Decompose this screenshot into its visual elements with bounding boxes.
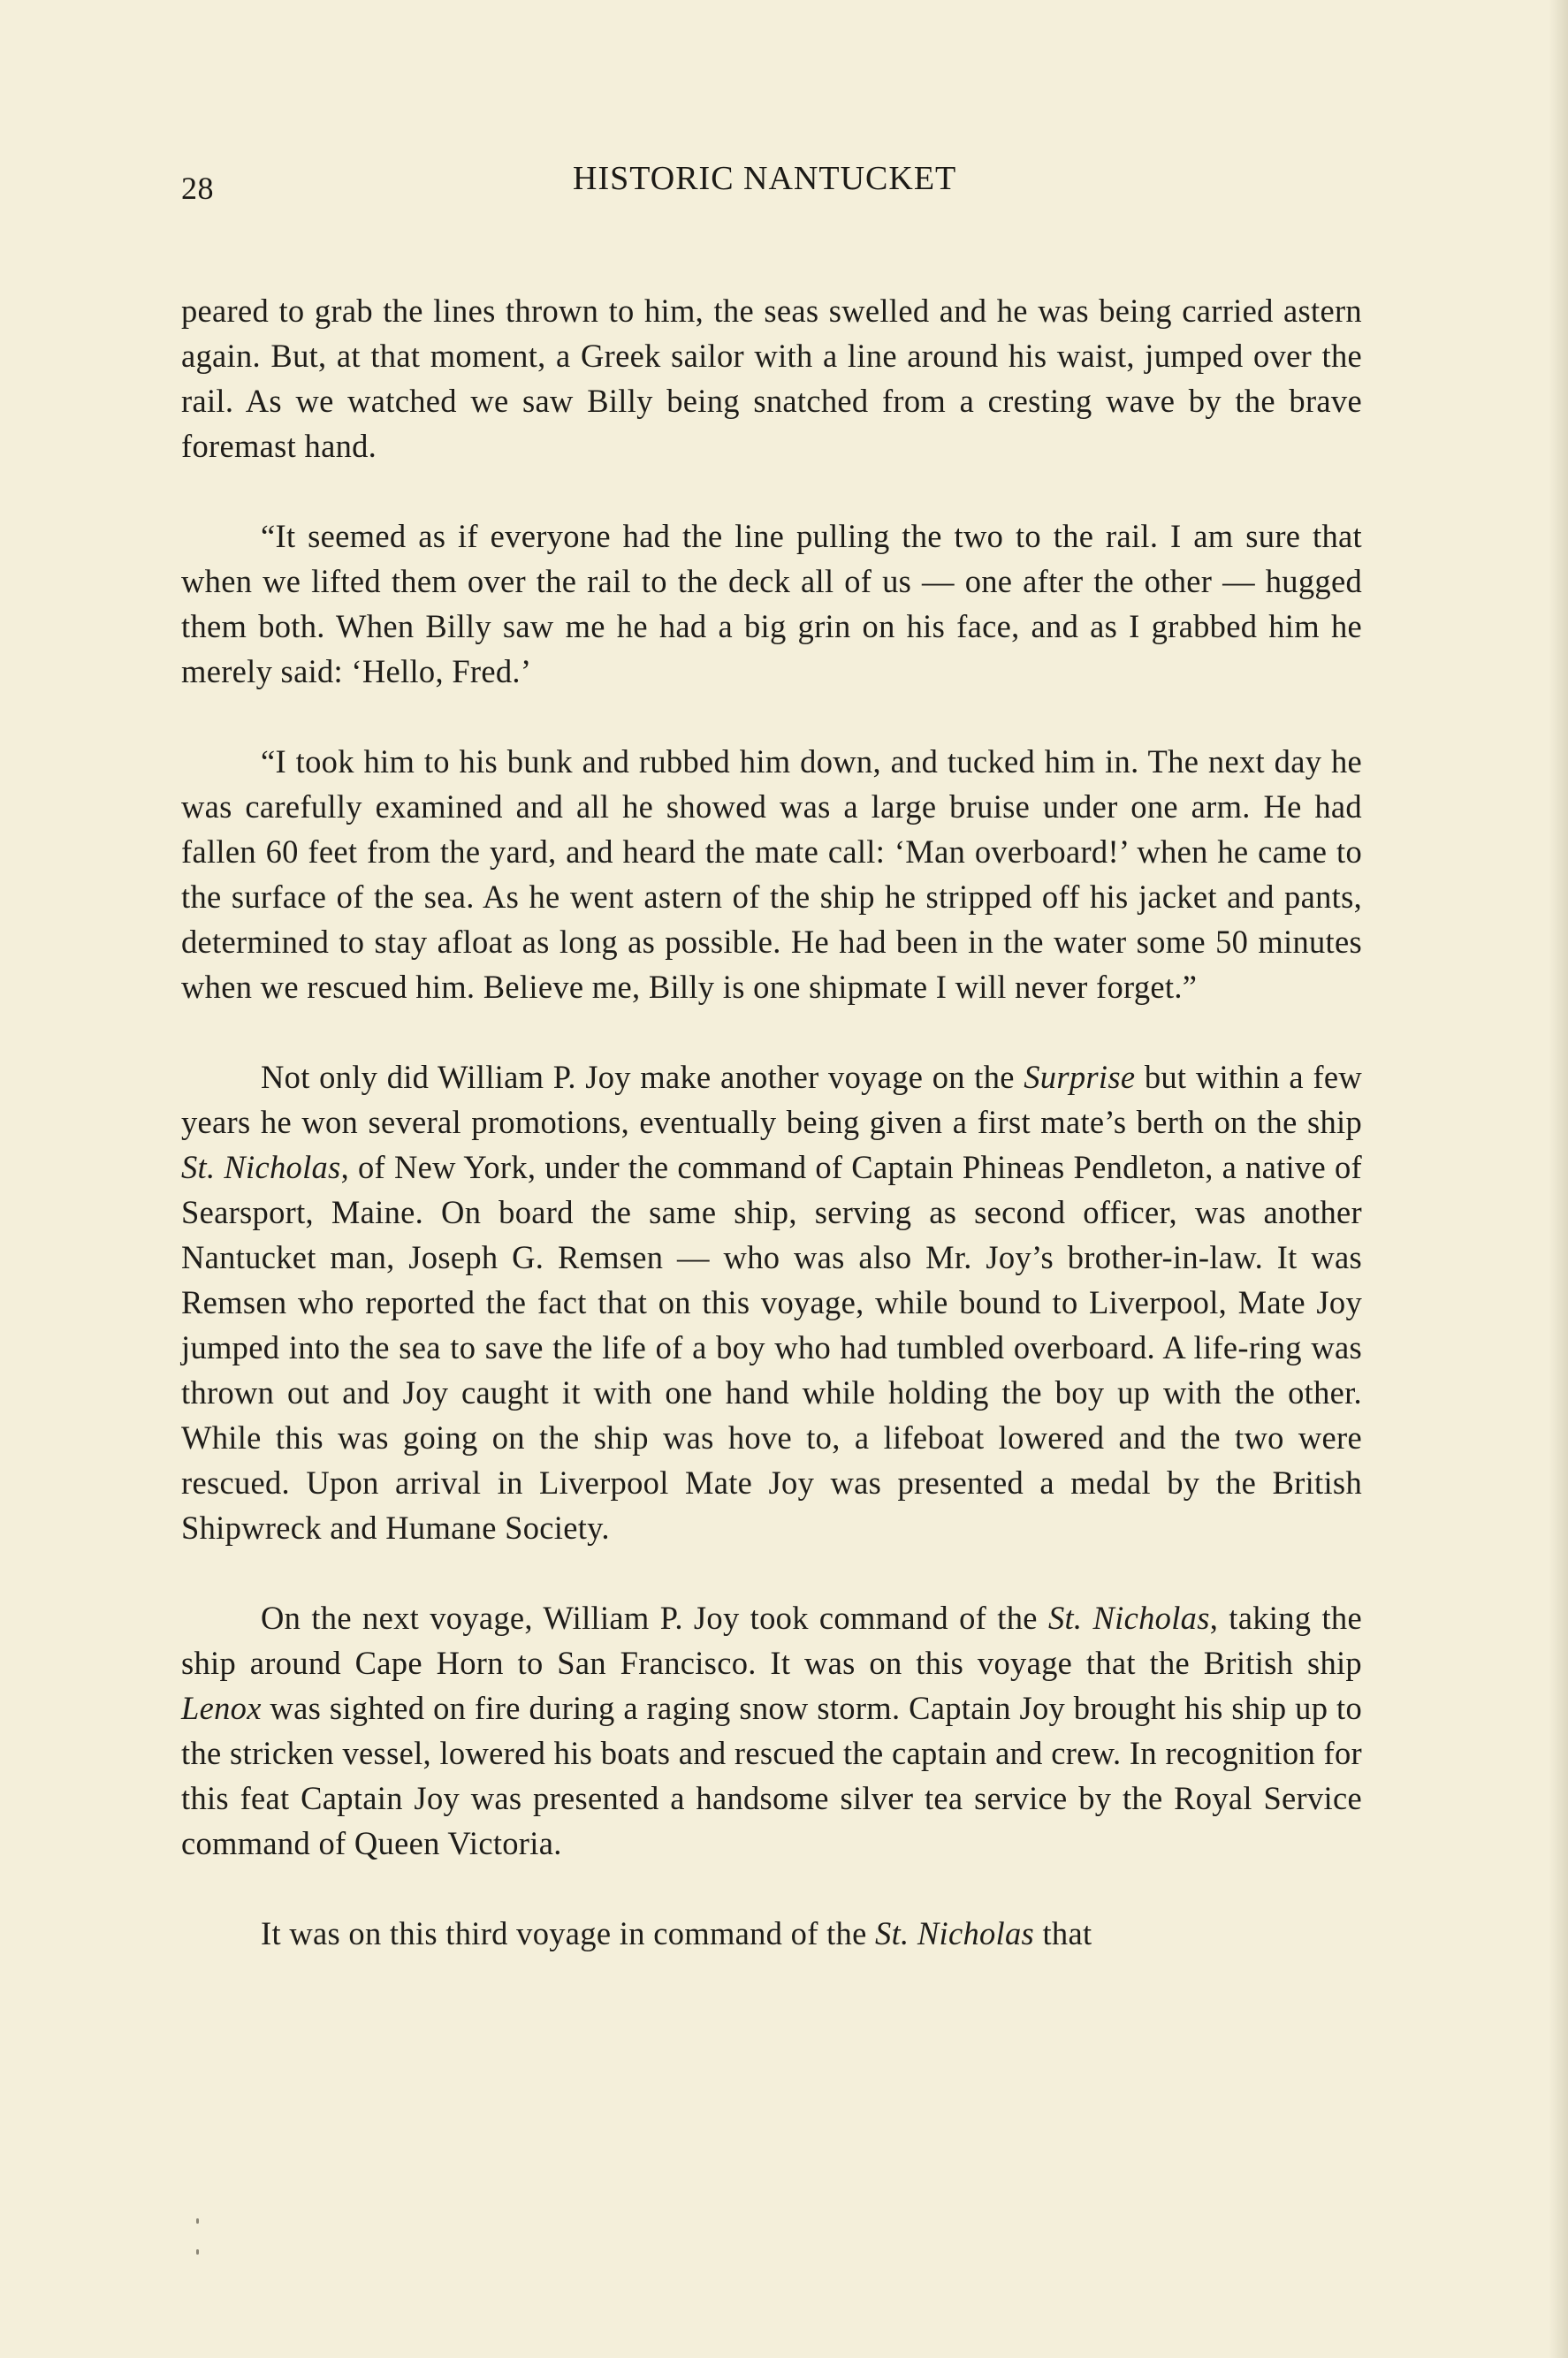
text-run: but within a few years he won several promotions, eventually being given a first mate’s berth on the ship	[181, 1059, 1362, 1140]
text-run: , of New York, under the command of Captain Phineas Pendleton, a native of Searsport, Maine. On board the same ship, serving as second officer, was another Nantucket man, Joseph G. Remsen — who was also Mr. Joy’s brother-in-law. It was Remsen who reported the fact that on this voyage, while bound to Liverpool, Mate Joy jumped into the sea to save the life of a boy who had tumbled overboard. A life-ring was thrown out and Joy caught it with one hand while holding the boy up with the other. While this was going on the ship was hove to, a lifeboat lowered and the two were rescued. Upon arrival in Liverpool Mate Joy was presented a medal by the British Shipwreck and Humane Society.	[181, 1149, 1363, 1546]
margin-mark	[196, 2249, 199, 2255]
text-run: “I took him to his bunk and rubbed him down, and tucked him in. The next day he was carefully examined and all he showed was a large bruise under one arm. He had fallen 60 feet from the yard, and heard the mate call: ‘Man overboard!’ when he came to the surface of the sea. As he went astern of the ship he stripped off his jacket and pants, determined to stay afloat as long as possible. He had been in the water some 50 minutes when we rescued him. Believe me, Billy is one shipmate I will never forget.”	[181, 743, 1362, 1005]
paragraph-p5	[181, 1595, 1362, 1866]
text-run: , taking the ship around Cape Horn to San Francisco. It was on this voyage that the British ship	[181, 1600, 1362, 1681]
text-run: that	[1034, 1915, 1092, 1951]
italic-title: Lenox	[181, 1690, 262, 1726]
italic-title: St. Nicholas	[875, 1915, 1035, 1951]
paragraph-p6	[181, 1911, 1362, 1956]
text-run: Not only did William P. Joy make another voyage on the	[261, 1059, 1024, 1095]
italic-title: St. Nicholas	[1047, 1600, 1210, 1636]
running-title: HISTORIC NANTUCKET	[573, 160, 957, 197]
paragraph-p1	[181, 288, 1362, 468]
page-number: 28	[181, 171, 214, 206]
paragraph-p3	[181, 739, 1362, 1009]
text-run: “It seemed as if everyone had the line pulling the two to the rail. I am sure that when we lifted them over the rail to the deck all of us — one after the other — hugged them both. When Billy saw me he had a big grin on his face, and as I grabbed him he merely said: ‘Hello, Fred.’	[181, 518, 1362, 689]
paragraph-p4	[181, 1054, 1362, 1550]
text-run: It was on this third voyage in command of the	[261, 1915, 876, 1951]
running-head	[181, 159, 1419, 212]
text-run: was sighted on fire during a raging snow storm. Captain Joy brought his ship up to the stricken vessel, lowered his boats and rescued the captain and crew. In recognition for this feat Captain Joy was presented a handsome silver tea service by the Royal Service command of Queen Victoria.	[181, 1690, 1362, 1861]
italic-title: Surprise	[1024, 1059, 1136, 1095]
italic-title: St. Nicholas	[181, 1149, 341, 1185]
paragraph-p2	[181, 513, 1362, 694]
text-run: On the next voyage, William P. Joy took command of the	[261, 1600, 1048, 1636]
text-run: peared to grab the lines thrown to him, the seas swelled and he was being carried astern again. But, at that moment, a Greek sailor with a line around his waist, jumped over the rail. As we watched we saw Billy being snatched from a cresting wave by the brave foremast hand.	[181, 293, 1362, 464]
page-edge-shadow	[1549, 0, 1568, 2358]
margin-mark	[196, 2218, 199, 2224]
body-text	[181, 288, 1362, 2001]
